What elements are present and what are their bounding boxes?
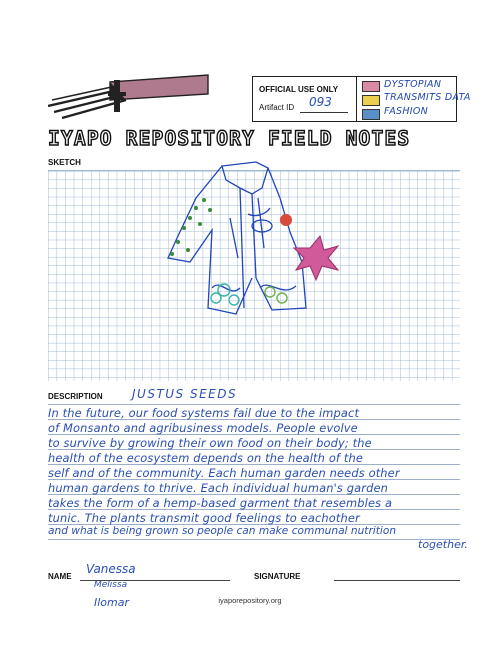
page-title: IYAPO REPOSITORY FIELD NOTES bbox=[48, 127, 411, 150]
description-label: DESCRIPTION bbox=[48, 392, 103, 401]
author-name-1: Vanessa bbox=[86, 562, 136, 576]
official-use-label: OFFICIAL USE ONLY bbox=[259, 85, 339, 94]
description-line-6: human gardens to thrive. Each individual human's garden bbox=[48, 481, 389, 495]
legend-text-fashion: FASHION bbox=[384, 106, 429, 117]
description-line-9: and what is being grown so people can make communal nutrition bbox=[48, 525, 397, 537]
artifact-id-line bbox=[300, 112, 348, 113]
description-line-3: to survive by growing their own food on their body; the bbox=[48, 436, 372, 450]
tunic-sketch bbox=[160, 158, 350, 328]
author-name-2: Melissa bbox=[94, 580, 128, 590]
author-name-3: Ilomar bbox=[94, 596, 130, 609]
website-footer: iyaporepository.org bbox=[218, 596, 282, 605]
legend-text-transmits-data: TRANSMITS DATA bbox=[384, 92, 471, 103]
legend-text-dystopian: DYSTOPIAN bbox=[384, 79, 442, 90]
official-use-box bbox=[252, 76, 357, 122]
artifact-name: JUSTUS SEEDS bbox=[132, 387, 238, 401]
description-line-2: of Monsanto and agribusiness models. People evolve bbox=[48, 421, 358, 435]
legend-swatch-dystopian bbox=[362, 81, 380, 92]
description-tail: together. bbox=[418, 538, 468, 551]
description-line-7: takes the form of a hemp-based garment that resembles a bbox=[48, 496, 393, 510]
description-line-8: tunic. The plants transmit good feelings to eachother bbox=[48, 511, 360, 525]
repository-logo bbox=[48, 70, 220, 128]
sketch-label: SKETCH bbox=[48, 158, 81, 167]
description-line-5: self and of the community. Each human garden needs other bbox=[48, 466, 400, 480]
signature-line bbox=[334, 580, 460, 581]
legend-swatch-transmits-data bbox=[362, 95, 380, 106]
category-legend bbox=[357, 76, 471, 122]
name-label: NAME bbox=[48, 572, 72, 581]
signature-label: SIGNATURE bbox=[254, 572, 301, 581]
description-line-1: In the future, our food systems fail due to the impact bbox=[48, 406, 360, 420]
artifact-id-label: Artifact ID bbox=[259, 103, 295, 112]
artifact-id-value: 093 bbox=[309, 95, 332, 109]
description-line-4: health of the ecosystem depends on the health of the bbox=[48, 451, 364, 465]
legend-swatch-fashion bbox=[362, 109, 380, 120]
